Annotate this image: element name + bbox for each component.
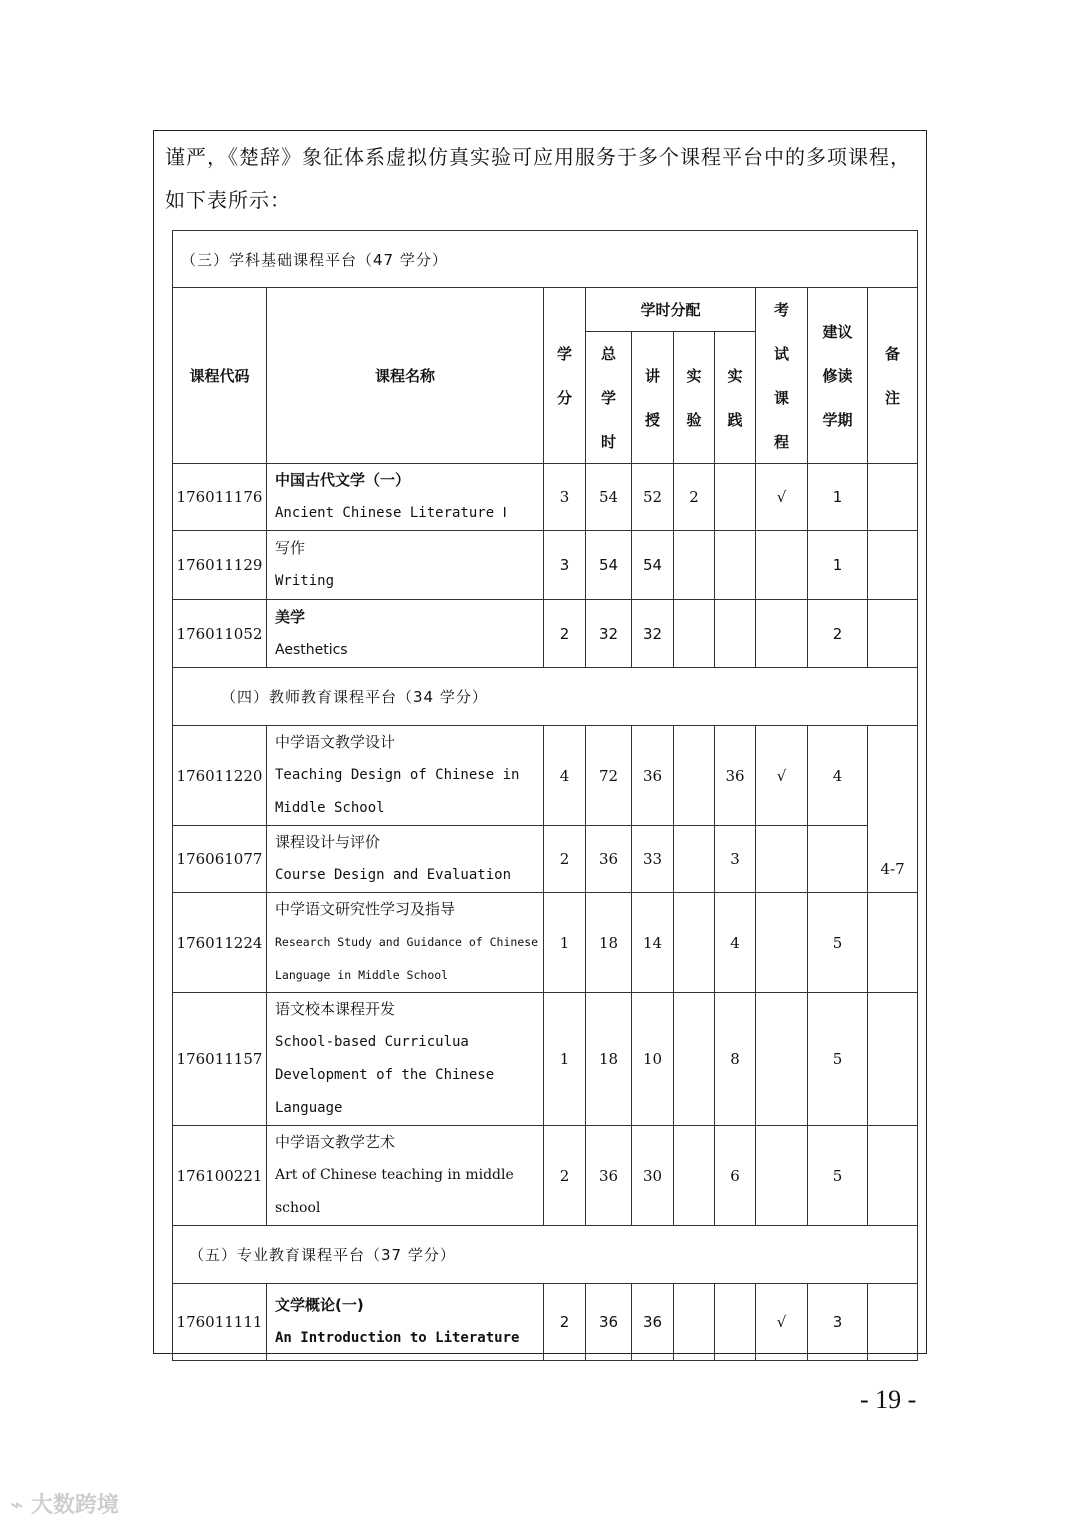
section-title: （五）专业教育课程平台（37 学分） [173, 1226, 918, 1284]
practice-hours: 6 [715, 1126, 756, 1226]
header-credit: 学 分 [544, 288, 586, 464]
semester [808, 826, 868, 893]
intro-paragraph: 谨严，《楚辞》象征体系虚拟仿真实验可应用服务于多个课程平台中的多项课程，如下表所示： [165, 145, 911, 212]
total-hours: 36 [586, 826, 632, 893]
header-practice: 实 践 [715, 332, 756, 464]
header-name: 课程名称 [267, 288, 544, 464]
practice-hours: 3 [715, 826, 756, 893]
lecture-hours: 52 [632, 464, 674, 531]
total-hours: 54 [586, 531, 632, 600]
course-name: 课程设计与评价 Course Design and Evaluation [267, 826, 544, 893]
experiment-hours [674, 1126, 715, 1226]
watermark: ⌁ 大数跨境 [10, 1493, 119, 1518]
practice-hours: 8 [715, 993, 756, 1126]
course-code: 176011220 [173, 726, 267, 826]
total-hours: 54 [586, 464, 632, 531]
table-row [173, 993, 918, 1126]
header-row [173, 288, 918, 332]
semester: 3 [808, 1284, 868, 1361]
course-code: 176011129 [173, 531, 267, 600]
semester: 4 [808, 726, 868, 826]
section-title: （三）学科基础课程平台（47 学分） [173, 231, 918, 288]
note: 4-7 [868, 726, 918, 893]
header-code: 课程代码 [173, 288, 267, 464]
course-code: 176011052 [173, 600, 267, 668]
header-total: 总 学 时 [586, 332, 632, 464]
exam-mark [756, 1126, 808, 1226]
course-code: 176011224 [173, 893, 267, 993]
table-row [173, 464, 918, 531]
course-code: 176100221 [173, 1126, 267, 1226]
credit: 4 [544, 726, 586, 826]
header-note: 备 注 [868, 288, 918, 464]
credit: 2 [544, 1284, 586, 1361]
experiment-hours: 2 [674, 464, 715, 531]
page-number: - 19 - [860, 1385, 917, 1414]
experiment-hours [674, 826, 715, 893]
course-name: 中国古代文学（一） Ancient Chinese Literature Ⅰ [267, 464, 544, 531]
section-title-row [173, 231, 918, 288]
section-title: （四）教师教育课程平台（34 学分） [173, 668, 918, 726]
note [868, 993, 918, 1126]
practice-hours [715, 600, 756, 668]
exam-mark: √ [756, 1284, 808, 1361]
total-hours: 36 [586, 1284, 632, 1361]
header-lecture: 讲 授 [632, 332, 674, 464]
exam-mark [756, 826, 808, 893]
exam-mark: √ [756, 726, 808, 826]
table-row [173, 726, 918, 826]
note [868, 531, 918, 600]
credit: 2 [544, 1126, 586, 1226]
course-code: 176011157 [173, 993, 267, 1126]
credit: 1 [544, 993, 586, 1126]
table-row [173, 600, 918, 668]
course-code: 176011176 [173, 464, 267, 531]
practice-hours: 4 [715, 893, 756, 993]
exam-mark [756, 531, 808, 600]
exam-mark [756, 600, 808, 668]
header-exam: 考 试 课 程 [756, 288, 808, 464]
experiment-hours [674, 893, 715, 993]
table-row [173, 826, 918, 893]
table-row [173, 893, 918, 993]
course-name: 美学 Aesthetics [267, 600, 544, 668]
experiment-hours [674, 600, 715, 668]
total-hours: 72 [586, 726, 632, 826]
header-semester: 建议 修读 学期 [808, 288, 868, 464]
note [868, 600, 918, 668]
lecture-hours: 33 [632, 826, 674, 893]
practice-hours [715, 531, 756, 600]
lecture-hours: 10 [632, 993, 674, 1126]
course-name: 中学语文教学设计 Teaching Design of Chinese in Middle School [267, 726, 544, 826]
semester: 5 [808, 993, 868, 1126]
note [868, 893, 918, 993]
practice-hours [715, 464, 756, 531]
exam-mark: √ [756, 464, 808, 531]
semester: 5 [808, 1126, 868, 1226]
total-hours: 36 [586, 1126, 632, 1226]
section-title-row [173, 1226, 918, 1284]
semester: 5 [808, 893, 868, 993]
practice-hours: 36 [715, 726, 756, 826]
section-title-row [173, 668, 918, 726]
experiment-hours [674, 531, 715, 600]
semester: 1 [808, 531, 868, 600]
course-name: 文学概论(一) An Introduction to Literature [267, 1284, 544, 1361]
total-hours: 32 [586, 600, 632, 668]
course-code: 176011111 [173, 1284, 267, 1361]
course-name: 语文校本课程开发 School-based Curriculua Development of the Chinese Language [267, 993, 544, 1126]
table-row [173, 531, 918, 600]
exam-mark [756, 893, 808, 993]
table-row [173, 1284, 918, 1361]
total-hours: 18 [586, 993, 632, 1126]
credit: 1 [544, 893, 586, 993]
header-hours-group: 学时分配 [586, 288, 756, 332]
course-name: 写作 Writing [267, 531, 544, 600]
semester: 1 [808, 464, 868, 531]
experiment-hours [674, 993, 715, 1126]
course-code: 176061077 [173, 826, 267, 893]
course-name: 中学语文研究性学习及指导 Research Study and Guidance of Chinese Language in Middle School [267, 893, 544, 993]
practice-hours [715, 1284, 756, 1361]
credit: 2 [544, 600, 586, 668]
note [868, 1126, 918, 1226]
note [868, 1284, 918, 1361]
exam-mark [756, 993, 808, 1126]
course-table [172, 230, 918, 1361]
credit: 2 [544, 826, 586, 893]
experiment-hours [674, 1284, 715, 1361]
lecture-hours: 36 [632, 1284, 674, 1361]
total-hours: 18 [586, 893, 632, 993]
lecture-hours: 14 [632, 893, 674, 993]
lecture-hours: 30 [632, 1126, 674, 1226]
course-name: 中学语文教学艺术 Art of Chinese teaching in middle school [267, 1126, 544, 1226]
header-experiment: 实 验 [674, 332, 715, 464]
lecture-hours: 36 [632, 726, 674, 826]
credit: 3 [544, 464, 586, 531]
lecture-hours: 32 [632, 600, 674, 668]
table-row [173, 1126, 918, 1226]
credit: 3 [544, 531, 586, 600]
experiment-hours [674, 726, 715, 826]
semester: 2 [808, 600, 868, 668]
lecture-hours: 54 [632, 531, 674, 600]
note [868, 464, 918, 531]
